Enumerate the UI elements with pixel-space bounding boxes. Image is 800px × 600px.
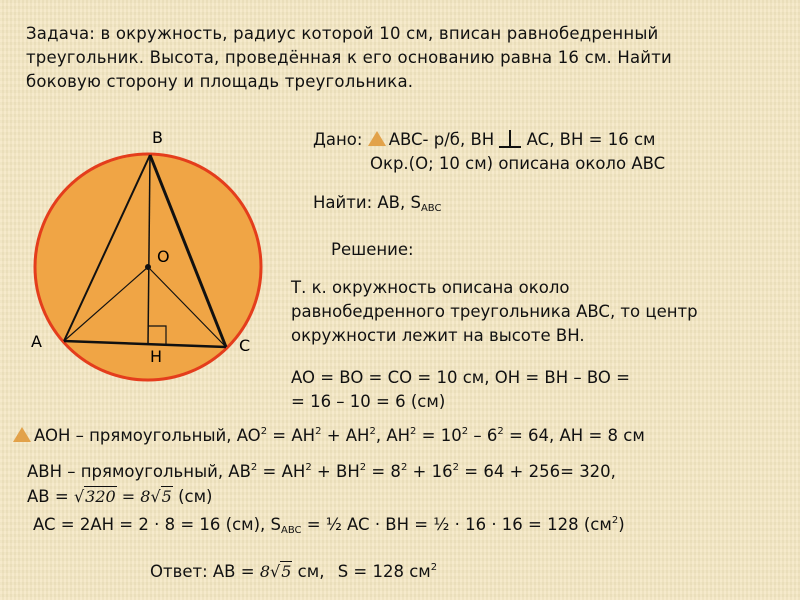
aoh-text-5: = 10 bbox=[416, 426, 462, 445]
abh-sup-2: 2 bbox=[305, 462, 312, 473]
aoh-sup-5: 2 bbox=[461, 426, 469, 437]
aoh-text-2: = AH bbox=[267, 426, 316, 445]
label-h: H bbox=[150, 347, 163, 366]
ab-eq: = 8 bbox=[116, 487, 151, 506]
problem-line-2: треугольник. Высота, проведённая к его основанию равна 16 см. Найти bbox=[26, 48, 672, 67]
solution-heading: Решение: bbox=[331, 240, 414, 259]
answer-unit: см bbox=[297, 562, 320, 581]
area-text-3: ) bbox=[618, 515, 625, 534]
find-line bbox=[313, 193, 441, 214]
area-text-1: AC = 2AH = 2 · 8 = 16 (см), S bbox=[33, 515, 281, 534]
solution-line-5: = 16 – 10 = 6 (см) bbox=[291, 392, 446, 411]
given-triangle-text: ABC- р/б, BH bbox=[388, 130, 495, 149]
aoh-sup-2: 2 bbox=[315, 426, 322, 437]
solution-line-4: AO = BO = CO = 10 см, OH = BH – BO = bbox=[291, 368, 630, 387]
abh-text-2: = AH bbox=[257, 462, 306, 481]
abh-text-4: = 8 bbox=[366, 462, 401, 481]
abh-text-5: + 16 bbox=[407, 462, 453, 481]
problem-line-3: боковую сторону и площадь треугольника. bbox=[26, 72, 414, 91]
solution-line-2: равнобедренного треугольника ABC, то центр bbox=[291, 302, 698, 321]
answer-area: S = 128 см bbox=[337, 562, 431, 581]
ab-suffix: (см) bbox=[178, 487, 213, 506]
abh-line bbox=[27, 462, 616, 481]
aoh-sup-1: 2 bbox=[260, 426, 268, 437]
aoh-sup-4: 2 bbox=[410, 426, 417, 437]
find-text: Найти: AB, S bbox=[313, 193, 421, 212]
aoh-sup-3: 2 bbox=[369, 426, 376, 437]
aoh-sup-6: 2 bbox=[497, 426, 504, 437]
abh-sup-3: 2 bbox=[359, 462, 367, 473]
abh-sup-1: 2 bbox=[250, 462, 258, 473]
answer-ab-value: 8√5 bbox=[259, 562, 292, 581]
label-b: B bbox=[152, 128, 163, 147]
aoh-text-3: + AH bbox=[321, 426, 370, 445]
triangle-icon bbox=[368, 131, 386, 146]
answer-coef: 8 bbox=[259, 562, 271, 581]
abh-text-1: ABH – прямоугольный, AB bbox=[27, 462, 251, 481]
label-a: A bbox=[31, 332, 42, 351]
abh-sup-5: 2 bbox=[452, 462, 459, 473]
area-line bbox=[33, 515, 625, 536]
solution-line-1: Т. к. окружность описана около bbox=[291, 278, 570, 297]
answer-comma: , bbox=[319, 562, 325, 581]
abh-sup-4: 2 bbox=[400, 462, 408, 473]
aoh-line bbox=[13, 426, 645, 445]
geometry-figure bbox=[0, 0, 300, 400]
perpendicular-icon bbox=[499, 130, 521, 148]
given-line-1 bbox=[313, 130, 655, 149]
aoh-text-6: – 6 bbox=[468, 426, 498, 445]
aoh-text-7: = 64, AH = 8 см bbox=[503, 426, 645, 445]
answer-line bbox=[150, 561, 437, 581]
aoh-text-1: AOH – прямоугольный, AO bbox=[34, 426, 261, 445]
ab-prefix: AB = bbox=[27, 487, 69, 506]
abh-text-3: + BH bbox=[311, 462, 360, 481]
label-o: O bbox=[157, 247, 170, 266]
abh-text-6: = 64 + 256= 320, bbox=[459, 462, 616, 481]
problem-line-1: Задача: в окружность, радиус которой 10 см, вписан равнобедренный bbox=[26, 24, 659, 43]
answer-prefix: Ответ: AB = bbox=[150, 562, 255, 581]
label-c: C bbox=[239, 336, 251, 355]
given-line-2: Окр.(O; 10 см) описана около ABC bbox=[370, 154, 666, 173]
center-point bbox=[145, 264, 151, 270]
answer-radicand: 5 bbox=[281, 562, 292, 581]
area-sup: 2 bbox=[611, 515, 619, 526]
find-sub: ABC bbox=[420, 203, 442, 214]
area-text-2: = ½ AC · BH = ½ · 16 · 16 = 128 (см bbox=[301, 515, 612, 534]
ab-formula: √320 = 8√5 bbox=[73, 487, 172, 506]
triangle-icon bbox=[13, 427, 31, 442]
ab-radicand: 320 bbox=[85, 487, 116, 506]
given-altitude-text: AC, BH = 16 см bbox=[526, 130, 656, 149]
solution-line-3: окружности лежит на высоте BH. bbox=[291, 326, 585, 345]
area-sub: ABC bbox=[280, 525, 302, 536]
ab-line bbox=[27, 486, 213, 506]
given-label: Дано: bbox=[313, 130, 363, 149]
aoh-text-4: , AH bbox=[375, 426, 411, 445]
ab-radicand-2: 5 bbox=[161, 487, 172, 506]
answer-area-sup: 2 bbox=[430, 562, 438, 573]
